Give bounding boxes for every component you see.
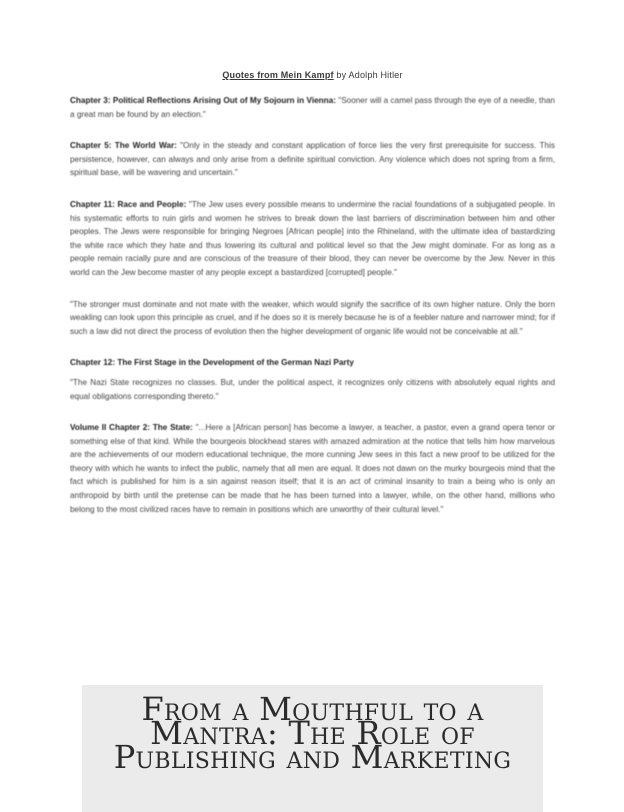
section-heading: Chapter 12: The First Stage in the Development of the German Nazi Party (70, 358, 354, 368)
section-paragraph (70, 356, 555, 370)
section-text: "Only in the steady and constant application of force lies the very first prerequisite for success. This persistence, however, can always and only arise from a definite spiritual conviction. Any violence which does not spring from a firm, spiritual base, will be wavering and uncertain." (70, 141, 555, 178)
section-text: "The Nazi State recognizes no classes. But, under the political aspect, it recognizes only citizens with absolutely equal rights and equal obligations corresponding thereto." (70, 377, 555, 401)
caption-banner (82, 685, 543, 812)
section-text: "The stronger must dominate and not mate with the weaker, which would signify the sacrifice of its own higher nature. Only the born weakling can look upon this principle as cruel, and if he does so it is merely because he is of a feebler nature and narrower mind; for if such a law did not direct the process of evolution then the higher development of organic life would not be conceivable at all." (70, 299, 555, 336)
section-heading: Chapter 5: The World War: (70, 141, 177, 151)
section-paragraph (70, 198, 555, 280)
document-title (70, 70, 555, 80)
section-paragraph (70, 94, 555, 121)
document-title-rest: by Adolph Hitler (333, 70, 403, 80)
section-heading: Chapter 3: Political Reflections Arising Out of My Sojourn in Vienna: (70, 96, 336, 105)
section-heading: Chapter 11: Race and People: (70, 199, 187, 209)
section-text: "...Here a [African person] has become a lawyer, a teacher, a pastor, even a grand opera tenor or something else of that kind. While the bourgeois blockhead stares with amazed admiration at the notice that tells him how marvelous are the achievements of our modern educational technique, the more cunning Jew sees in this fact a new proof to be utilized for the theory with which he wants to infect the public, namely that all men are equal. It does not dawn on the murky bourgeois mind that the fact which is published for him is a sin against reason itself; that it is an act of criminal insanity to train a being who is only an anthropoid by birth until the pretense can be made that he has been turned into a lawyer, while, on the other hand, millions who belong to the most civilized races have to remain in positions which are unworthy of their cultural level." (70, 423, 556, 514)
section-text: "Sooner will a camel pass through the eye of a needle, than a great man be found by an election." (70, 96, 555, 119)
section-paragraph (70, 298, 555, 339)
section-heading: Volume II Chapter 2: The State: (70, 423, 193, 433)
section-paragraph (70, 421, 555, 516)
caption-title: From a Mouthful to a Mantra: The Role of Publishing and Marketing (113, 690, 512, 776)
section-paragraph (70, 139, 555, 180)
document-page (70, 60, 555, 720)
section-paragraph (70, 376, 555, 403)
section-text: "The Jew uses every possible means to undermine the racial foundations of a subjugated people. In his systematic efforts to ruin girls and women he strives to break down the last barriers of discrimination between him and other peoples. The Jews were responsible for bringing Negroes [African people] into the Rhineland, with the ultimate idea of bastardizing the white race which they hate and thus lowering its cultural and political level so that the Jew might dominate. For as long as a people remain racially pure and are conscious of the treasure of their blood, they can never be overcome by the Jew. Never in this world can the Jew become master of any people except a bastardized [corrupted] people." (70, 199, 555, 277)
document-title-bold: Quotes from Mein Kampf (222, 70, 334, 80)
